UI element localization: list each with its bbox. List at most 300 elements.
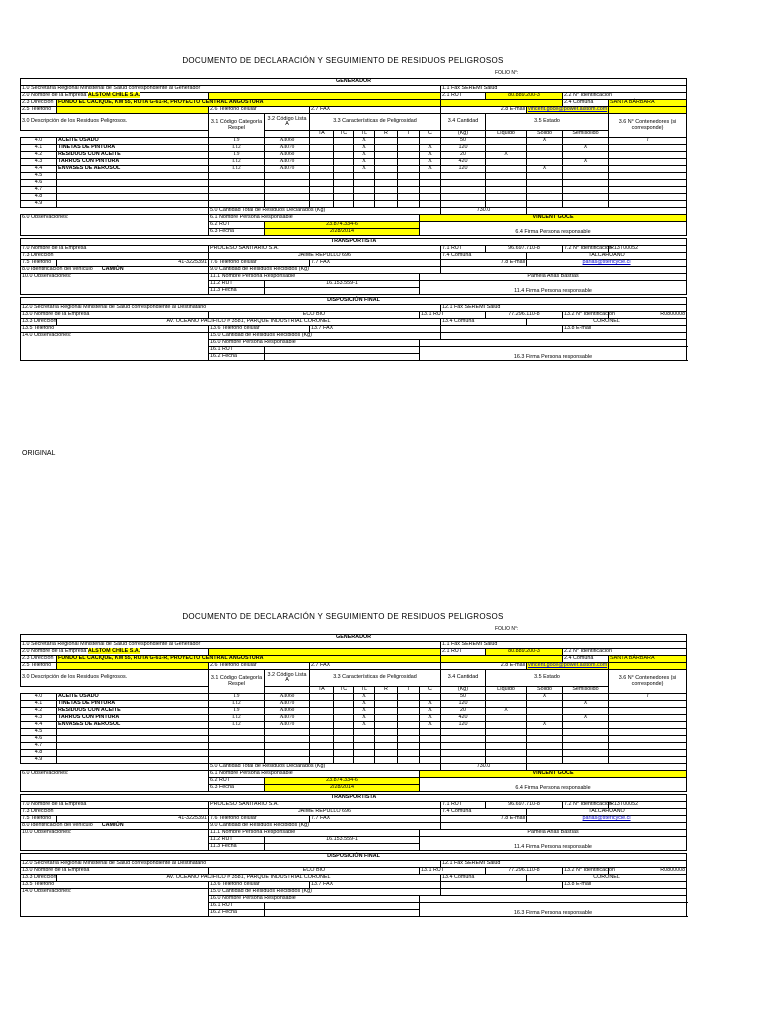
t-comuna-value[interactable]: TALCAHUANO [527, 809, 687, 816]
row-tl[interactable] [354, 180, 375, 187]
row-solido[interactable] [527, 736, 563, 743]
row-lista[interactable]: A4070 [265, 145, 310, 152]
rut-value[interactable]: 80.889.200-3 [486, 93, 563, 100]
d-fecha-value[interactable] [265, 354, 420, 361]
email-field[interactable] [609, 107, 687, 114]
row-cont[interactable] [609, 187, 687, 194]
row-name[interactable] [57, 736, 209, 743]
row-c[interactable]: X [420, 145, 441, 152]
email-value[interactable] [527, 107, 609, 114]
row-cont[interactable] [609, 736, 687, 743]
row-cat[interactable]: I.12 [209, 159, 265, 166]
row-liquido[interactable] [486, 159, 527, 166]
row-lista[interactable] [265, 750, 310, 757]
row-i[interactable] [398, 145, 420, 152]
email-value[interactable] [527, 663, 609, 670]
row-name[interactable]: ENVASES DE AEROSOL [57, 722, 209, 729]
row-name[interactable]: TARROS CON PINTURA [57, 159, 209, 166]
row-lista[interactable]: A4060 [265, 708, 310, 715]
row-cont[interactable] [609, 708, 687, 715]
row-solido[interactable] [527, 750, 563, 757]
row-cat[interactable]: I.12 [209, 715, 265, 722]
row-cat[interactable]: I.9 [209, 152, 265, 159]
row-liquido[interactable] [486, 750, 527, 757]
row-name[interactable] [57, 729, 209, 736]
row-semisolido[interactable]: X [563, 715, 609, 722]
row-c[interactable] [420, 187, 441, 194]
t-empresa-value[interactable]: PROCESO SANITARIO S.A. [209, 246, 441, 253]
row-c[interactable] [420, 757, 441, 764]
row-ta[interactable] [310, 743, 334, 750]
row-semisolido[interactable] [563, 757, 609, 764]
row-name[interactable] [57, 757, 209, 764]
row-name[interactable]: RESIDUOS CON ACEITE [57, 708, 209, 715]
row-name[interactable]: TINETAS DE PINTURA [57, 701, 209, 708]
row-ta[interactable] [310, 180, 334, 187]
d-rut2-value[interactable] [265, 903, 420, 910]
row-r[interactable] [375, 173, 398, 180]
d-fecha-value[interactable] [265, 910, 420, 917]
row-c[interactable] [420, 729, 441, 736]
resp-value[interactable]: VINCENT GOCE [420, 771, 687, 778]
t-empresa-value[interactable]: PROCESO SANITARIO S.A. [209, 802, 441, 809]
row-c[interactable] [420, 736, 441, 743]
d-empresa-value[interactable]: ECO BIO [209, 868, 420, 875]
row-solido[interactable] [527, 201, 563, 208]
row-tl[interactable]: X [354, 722, 375, 729]
row-c[interactable] [420, 194, 441, 201]
t-resp-value[interactable]: Pamela Arias Bastías [420, 274, 687, 281]
row-i[interactable] [398, 722, 420, 729]
row-liquido[interactable] [486, 694, 527, 701]
row-solido[interactable]: X [527, 722, 563, 729]
row-cat[interactable]: I.12 [209, 166, 265, 173]
row-i[interactable] [398, 166, 420, 173]
row-kg[interactable] [441, 173, 486, 180]
row-cat[interactable] [209, 187, 265, 194]
row-cont[interactable] [609, 173, 687, 180]
email-link[interactable]: vincent.goce@power.alstom.com [528, 662, 608, 669]
row-i[interactable] [398, 743, 420, 750]
t-email-value[interactable] [527, 260, 687, 267]
row-ta[interactable] [310, 694, 334, 701]
t-id-value[interactable]: R13T00052 [609, 802, 687, 809]
row-kg[interactable] [441, 736, 486, 743]
row-cont[interactable] [609, 743, 687, 750]
row-name[interactable]: ACEITE USADO [57, 694, 209, 701]
row-solido[interactable] [527, 757, 563, 764]
row-cat[interactable] [209, 729, 265, 736]
row-kg[interactable]: 20 [441, 152, 486, 159]
row-lista[interactable]: A4070 [265, 701, 310, 708]
row-tl[interactable]: X [354, 138, 375, 145]
row-cont[interactable] [609, 757, 687, 764]
row-r[interactable] [375, 750, 398, 757]
row-r[interactable] [375, 159, 398, 166]
row-liquido[interactable] [486, 166, 527, 173]
row-r[interactable] [375, 180, 398, 187]
row-cat[interactable]: I.9 [209, 708, 265, 715]
row-solido[interactable] [527, 173, 563, 180]
row-semisolido[interactable] [563, 736, 609, 743]
row-lista[interactable]: A4060 [265, 138, 310, 145]
row-tl[interactable] [354, 194, 375, 201]
row-lista[interactable] [265, 180, 310, 187]
row-c[interactable]: X [420, 159, 441, 166]
row-tc[interactable] [334, 194, 354, 201]
d-comuna-value[interactable]: CORONEL [527, 875, 687, 882]
row-semisolido[interactable] [563, 180, 609, 187]
row-r[interactable] [375, 722, 398, 729]
row-cont[interactable]: 7 [609, 138, 687, 145]
fecha-value[interactable]: 2/28/2014 [265, 785, 420, 792]
empresa-value[interactable]: ALSTOM CHILE S.A. [87, 648, 141, 655]
row-tl[interactable]: X [354, 701, 375, 708]
row-liquido[interactable] [486, 194, 527, 201]
t-comuna-value[interactable]: TALCAHUANO [527, 253, 687, 260]
row-tl[interactable]: X [354, 145, 375, 152]
row-ta[interactable] [310, 145, 334, 152]
row-r[interactable] [375, 736, 398, 743]
row-liquido[interactable] [486, 722, 527, 729]
t-email-link[interactable]: parias@stericycle.cl [582, 815, 631, 822]
row-cont[interactable] [609, 701, 687, 708]
row-name[interactable] [57, 173, 209, 180]
row-c[interactable]: X [420, 166, 441, 173]
row-lista[interactable]: A4070 [265, 166, 310, 173]
row-liquido[interactable] [486, 757, 527, 764]
row-tc[interactable] [334, 173, 354, 180]
row-cat[interactable]: I.12 [209, 701, 265, 708]
row-r[interactable] [375, 743, 398, 750]
row-cat[interactable] [209, 180, 265, 187]
row-lista[interactable] [265, 173, 310, 180]
row-i[interactable] [398, 729, 420, 736]
t-rut2-value[interactable]: 16.153.559-1 [265, 281, 420, 288]
row-solido[interactable] [527, 152, 563, 159]
row-lista[interactable] [265, 194, 310, 201]
tel-field[interactable] [57, 107, 209, 114]
row-tc[interactable] [334, 743, 354, 750]
row-tc[interactable] [334, 145, 354, 152]
row-i[interactable] [398, 736, 420, 743]
row-i[interactable] [398, 201, 420, 208]
row-cont[interactable] [609, 750, 687, 757]
row-ta[interactable] [310, 194, 334, 201]
row-name[interactable] [57, 201, 209, 208]
row-cat[interactable]: I.9 [209, 694, 265, 701]
row-i[interactable] [398, 715, 420, 722]
tel-field[interactable] [57, 663, 209, 670]
row-tc[interactable] [334, 152, 354, 159]
row-lista[interactable]: A4060 [265, 152, 310, 159]
row-kg[interactable]: 50 [441, 694, 486, 701]
row-kg[interactable] [441, 750, 486, 757]
row-lista[interactable] [265, 187, 310, 194]
row-ta[interactable] [310, 159, 334, 166]
row-solido[interactable] [527, 708, 563, 715]
d-id-value[interactable]: R0800008 [609, 312, 687, 319]
row-i[interactable] [398, 750, 420, 757]
row-semisolido[interactable] [563, 722, 609, 729]
d-resp-value[interactable] [420, 340, 687, 347]
row-cat[interactable] [209, 173, 265, 180]
row-semisolido[interactable] [563, 201, 609, 208]
row-i[interactable] [398, 694, 420, 701]
d-dir-value[interactable]: AV. OCEANO PACIFICO # 3581, PARQUE INDUSTRIAL CORONEL [57, 319, 441, 326]
rut2-value[interactable]: 23.874.334-6 [265, 222, 420, 229]
row-c[interactable]: X [420, 708, 441, 715]
t-fecha-value[interactable] [265, 844, 420, 851]
d-rut2-value[interactable] [265, 347, 420, 354]
row-c[interactable] [420, 750, 441, 757]
rut-value[interactable]: 80.889.200-3 [486, 649, 563, 656]
row-ta[interactable] [310, 701, 334, 708]
row-r[interactable] [375, 194, 398, 201]
row-cont[interactable] [609, 201, 687, 208]
row-cont[interactable]: 7 [609, 694, 687, 701]
row-liquido[interactable] [486, 729, 527, 736]
row-tl[interactable]: X [354, 166, 375, 173]
row-lista[interactable] [265, 743, 310, 750]
t-dir-value[interactable]: JAIME REPULLO 696 [209, 809, 441, 816]
row-cont[interactable] [609, 729, 687, 736]
row-name[interactable]: RESIDUOS CON ACEITE [57, 152, 209, 159]
row-liquido[interactable] [486, 138, 527, 145]
row-liquido[interactable] [486, 173, 527, 180]
row-liquido[interactable] [486, 743, 527, 750]
row-i[interactable] [398, 159, 420, 166]
row-semisolido[interactable] [563, 187, 609, 194]
row-semisolido[interactable] [563, 743, 609, 750]
row-cont[interactable] [609, 722, 687, 729]
row-cont[interactable] [609, 715, 687, 722]
row-ta[interactable] [310, 708, 334, 715]
d-rut-value[interactable]: 77.296.110-8 [486, 312, 563, 319]
row-tl[interactable]: X [354, 708, 375, 715]
row-kg[interactable] [441, 180, 486, 187]
row-liquido[interactable] [486, 187, 527, 194]
row-name[interactable]: ACEITE USADO [57, 138, 209, 145]
comuna-value[interactable]: SANTA BÁRBARA [609, 656, 687, 663]
row-kg[interactable] [441, 729, 486, 736]
row-c[interactable] [420, 201, 441, 208]
row-name[interactable] [57, 194, 209, 201]
d-rut-value[interactable]: 77.296.110-8 [486, 868, 563, 875]
row-ta[interactable] [310, 138, 334, 145]
row-r[interactable] [375, 701, 398, 708]
row-name[interactable]: TARROS CON PINTURA [57, 715, 209, 722]
rut2-value[interactable]: 23.874.334-6 [265, 778, 420, 785]
row-semisolido[interactable] [563, 729, 609, 736]
row-ta[interactable] [310, 166, 334, 173]
row-c[interactable]: X [420, 715, 441, 722]
row-liquido[interactable] [486, 180, 527, 187]
row-solido[interactable] [527, 187, 563, 194]
row-cat[interactable]: I.12 [209, 145, 265, 152]
row-solido[interactable] [527, 743, 563, 750]
t-rut-value[interactable]: 96.697.710-8 [486, 802, 563, 809]
row-tl[interactable] [354, 757, 375, 764]
comuna-value[interactable]: SANTA BÁRBARA [609, 100, 687, 107]
t-email-link[interactable]: parias@stericycle.cl [582, 259, 631, 266]
row-ta[interactable] [310, 750, 334, 757]
row-kg[interactable]: 120 [441, 145, 486, 152]
row-tc[interactable] [334, 138, 354, 145]
row-liquido[interactable] [486, 715, 527, 722]
row-solido[interactable]: X [527, 694, 563, 701]
row-cat[interactable]: I.9 [209, 138, 265, 145]
fecha-value[interactable]: 2/28/2014 [265, 229, 420, 236]
row-kg[interactable]: 120 [441, 166, 486, 173]
row-i[interactable] [398, 180, 420, 187]
row-tl[interactable] [354, 750, 375, 757]
d-comuna-value[interactable]: CORONEL [527, 319, 687, 326]
row-tc[interactable] [334, 708, 354, 715]
row-ta[interactable] [310, 187, 334, 194]
row-kg[interactable] [441, 187, 486, 194]
row-solido[interactable]: X [527, 166, 563, 173]
row-kg[interactable]: 50 [441, 138, 486, 145]
t-fecha-value[interactable] [265, 288, 420, 295]
row-r[interactable] [375, 152, 398, 159]
row-cat[interactable] [209, 194, 265, 201]
row-tl[interactable] [354, 187, 375, 194]
row-i[interactable] [398, 152, 420, 159]
row-i[interactable] [398, 757, 420, 764]
email-field[interactable] [609, 663, 687, 670]
row-cont[interactable] [609, 180, 687, 187]
row-cat[interactable] [209, 750, 265, 757]
row-tc[interactable] [334, 750, 354, 757]
t-resp-value[interactable]: Pamela Arias Bastías [420, 830, 687, 837]
row-name[interactable]: ENVASES DE AEROSOL [57, 166, 209, 173]
total-value[interactable]: 730.0 [441, 764, 527, 771]
row-solido[interactable] [527, 180, 563, 187]
row-cont[interactable] [609, 152, 687, 159]
row-cont[interactable] [609, 159, 687, 166]
row-cat[interactable]: I.12 [209, 722, 265, 729]
row-semisolido[interactable]: X [563, 701, 609, 708]
dir-value[interactable]: FUNDO EL CACIQUE, KM 55, RUTA G-61-R, PROYECTO CENTRAL ANGOSTURA [57, 656, 441, 663]
t-rut-value[interactable]: 96.697.710-8 [486, 246, 563, 253]
row-cont[interactable] [609, 194, 687, 201]
row-r[interactable] [375, 708, 398, 715]
row-tl[interactable]: X [354, 694, 375, 701]
row-name[interactable]: TINETAS DE PINTURA [57, 145, 209, 152]
row-kg[interactable]: 420 [441, 715, 486, 722]
row-ta[interactable] [310, 729, 334, 736]
row-lista[interactable]: A4070 [265, 715, 310, 722]
row-r[interactable] [375, 145, 398, 152]
row-tl[interactable] [354, 743, 375, 750]
row-semisolido[interactable] [563, 750, 609, 757]
row-r[interactable] [375, 138, 398, 145]
email-link[interactable]: vincent.goce@power.alstom.com [528, 106, 608, 113]
row-liquido[interactable]: X [486, 708, 527, 715]
row-semisolido[interactable] [563, 194, 609, 201]
t-id-value[interactable]: R13T00052 [609, 246, 687, 253]
row-ta[interactable] [310, 173, 334, 180]
row-liquido[interactable] [486, 736, 527, 743]
d-dir-value[interactable]: AV. OCEANO PACIFICO # 3581, PARQUE INDUSTRIAL CORONEL [57, 875, 441, 882]
row-cont[interactable] [609, 166, 687, 173]
t-rut2-value[interactable]: 16.153.559-1 [265, 837, 420, 844]
resp-value[interactable]: VINCENT GOCE [420, 215, 687, 222]
row-i[interactable] [398, 708, 420, 715]
row-c[interactable]: X [420, 152, 441, 159]
row-r[interactable] [375, 187, 398, 194]
row-kg[interactable]: 20 [441, 708, 486, 715]
row-tc[interactable] [334, 187, 354, 194]
row-r[interactable] [375, 729, 398, 736]
row-kg[interactable]: 420 [441, 159, 486, 166]
row-c[interactable] [420, 743, 441, 750]
row-kg[interactable]: 120 [441, 701, 486, 708]
empresa-value[interactable]: ALSTOM CHILE S.A. [87, 92, 141, 99]
row-tc[interactable] [334, 166, 354, 173]
row-name[interactable] [57, 180, 209, 187]
row-tc[interactable] [334, 722, 354, 729]
row-tc[interactable] [334, 736, 354, 743]
row-semisolido[interactable]: X [563, 145, 609, 152]
row-tc[interactable] [334, 715, 354, 722]
d-resp-value[interactable] [420, 896, 687, 903]
row-r[interactable] [375, 715, 398, 722]
row-tl[interactable] [354, 736, 375, 743]
d-empresa-value[interactable]: ECO BIO [209, 312, 420, 319]
row-semisolido[interactable]: X [563, 159, 609, 166]
row-solido[interactable]: X [527, 138, 563, 145]
row-lista[interactable]: A4070 [265, 722, 310, 729]
row-tc[interactable] [334, 180, 354, 187]
row-lista[interactable]: A4070 [265, 159, 310, 166]
row-semisolido[interactable] [563, 166, 609, 173]
row-i[interactable] [398, 194, 420, 201]
row-tc[interactable] [334, 757, 354, 764]
row-cat[interactable] [209, 743, 265, 750]
row-tl[interactable]: X [354, 159, 375, 166]
row-c[interactable]: X [420, 722, 441, 729]
row-cont[interactable] [609, 145, 687, 152]
row-cat[interactable] [209, 736, 265, 743]
row-liquido[interactable] [486, 201, 527, 208]
row-c[interactable] [420, 173, 441, 180]
row-i[interactable] [398, 173, 420, 180]
row-tc[interactable] [334, 729, 354, 736]
row-tc[interactable] [334, 159, 354, 166]
row-c[interactable]: X [420, 701, 441, 708]
row-ta[interactable] [310, 722, 334, 729]
d-id-value[interactable]: R0800008 [609, 868, 687, 875]
t-veh-value[interactable]: CAMIÓN [101, 266, 124, 273]
row-i[interactable] [398, 701, 420, 708]
row-lista[interactable]: A4060 [265, 694, 310, 701]
dir-value[interactable]: FUNDO EL CACIQUE, KM 55, RUTA G-61-R, PROYECTO CENTRAL ANGOSTURA [57, 100, 441, 107]
row-i[interactable] [398, 187, 420, 194]
row-solido[interactable] [527, 729, 563, 736]
row-name[interactable] [57, 187, 209, 194]
row-tl[interactable]: X [354, 715, 375, 722]
row-ta[interactable] [310, 736, 334, 743]
row-name[interactable] [57, 743, 209, 750]
row-lista[interactable] [265, 736, 310, 743]
row-r[interactable] [375, 694, 398, 701]
row-solido[interactable] [527, 194, 563, 201]
row-tl[interactable] [354, 729, 375, 736]
t-veh-value[interactable]: CAMIÓN [101, 822, 124, 829]
row-semisolido[interactable] [563, 173, 609, 180]
